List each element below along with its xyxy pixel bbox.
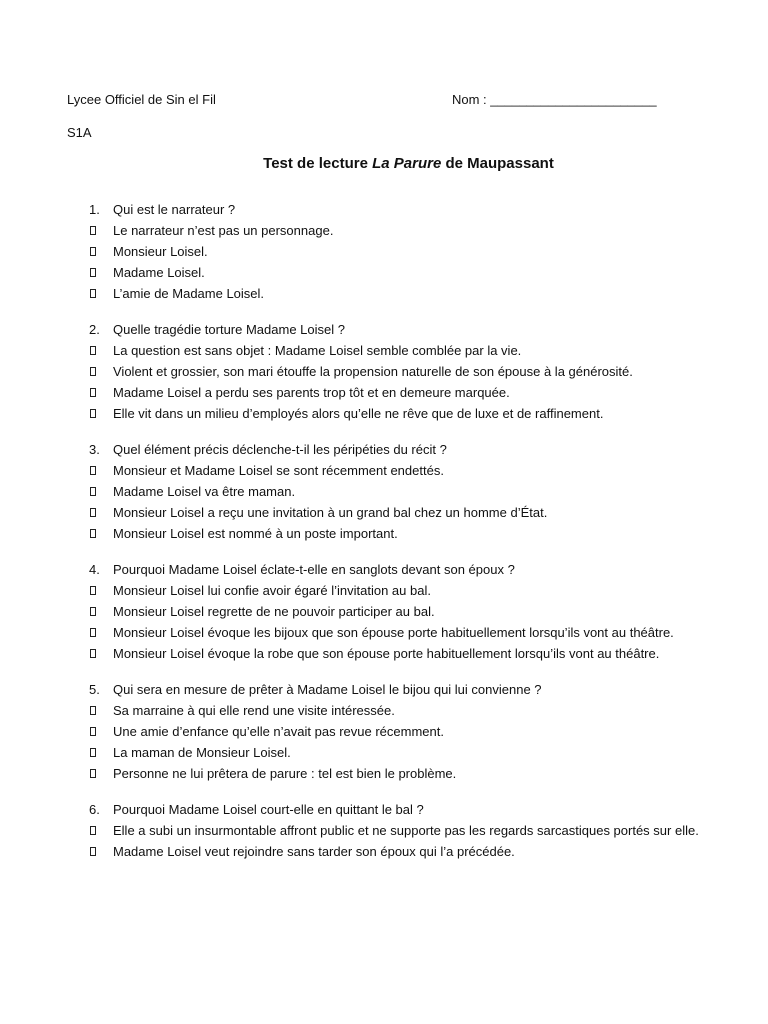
answer-option [89,580,719,601]
question-text: Pourquoi Madame Loisel éclate-t-elle en sanglots devant son époux ? [113,562,515,577]
question-block [89,799,719,862]
checkbox-icon[interactable] [89,361,113,382]
question-block [89,559,719,664]
answer-option [89,340,719,361]
answer-option [89,742,719,763]
question-line [89,559,719,580]
checkbox-icon[interactable] [89,721,113,742]
title-work: La Parure [372,155,442,172]
checkbox-icon[interactable] [89,340,113,361]
question-line [89,679,719,700]
checkbox-icon[interactable] [89,622,113,643]
answer-option [89,622,719,643]
answer-option [89,601,719,622]
answer-option-text: Monsieur Loisel regrette de ne pouvoir participer au bal. [113,604,435,619]
checkbox-icon[interactable] [89,742,113,763]
question-block [89,319,719,424]
checkbox-icon[interactable] [89,481,113,502]
answer-option [89,283,719,304]
question-text: Qui sera en mesure de prêter à Madame Loisel le bijou qui lui convienne ? [113,682,542,697]
answer-option [89,502,719,523]
name-field-label: Nom : _______________________ [452,92,657,107]
answer-option [89,721,719,742]
answer-option-text: Madame Loisel a perdu ses parents trop tôt et en demeure marquée. [113,385,510,400]
answer-option [89,220,719,241]
class-code: S1A [67,125,92,140]
answer-option-text: Elle a subi un insurmontable affront public et ne supporte pas les regards sarcastiques portés sur elle. [113,823,699,838]
answer-option-text: La maman de Monsieur Loisel. [113,745,291,760]
checkbox-icon[interactable] [89,763,113,784]
question-line [89,799,719,820]
answer-option [89,403,719,424]
checkbox-icon[interactable] [89,643,113,664]
checkbox-icon[interactable] [89,700,113,721]
checkbox-icon[interactable] [89,382,113,403]
question-block [89,439,719,544]
answer-option [89,841,719,862]
answer-option [89,700,719,721]
answer-option-text: Monsieur Loisel lui confie avoir égaré l’invitation au bal. [113,583,431,598]
answer-option-text: Monsieur Loisel évoque la robe que son épouse porte habituellement lorsqu’ils vont au théâtre. [113,646,660,661]
question-text: Quelle tragédie torture Madame Loisel ? [113,322,345,337]
checkbox-icon[interactable] [89,220,113,241]
question-block [89,199,719,304]
answer-option [89,763,719,784]
question-number: 1. [89,202,100,217]
answer-option-text: La question est sans objet : Madame Loisel semble comblée par la vie. [113,343,522,358]
checkbox-icon[interactable] [89,262,113,283]
checkbox-icon[interactable] [89,283,113,304]
checkbox-icon[interactable] [89,502,113,523]
answer-option [89,262,719,283]
question-number: 3. [89,442,100,457]
answer-option-text: Monsieur et Madame Loisel se sont récemment endettés. [113,463,444,478]
title-suffix: de Maupassant [441,155,554,172]
quiz-questions [89,199,719,877]
question-number: 4. [89,562,100,577]
checkbox-icon[interactable] [89,460,113,481]
checkbox-icon[interactable] [89,841,113,862]
answer-option-text: Monsieur Loisel a reçu une invitation à un grand bal chez un homme d’État. [113,505,548,520]
question-block [89,679,719,784]
title-prefix: Test de lecture [263,155,373,172]
question-line [89,199,719,220]
answer-option-text: Monsieur Loisel. [113,244,208,259]
page-title [0,155,768,172]
answer-option-text: Madame Loisel va être maman. [113,484,296,499]
question-text: Quel élément précis déclenche-t-il les péripéties du récit ? [113,442,447,457]
answer-option [89,820,719,841]
checkbox-icon[interactable] [89,403,113,424]
answer-option [89,460,719,481]
checkbox-icon[interactable] [89,820,113,841]
question-number: 2. [89,322,100,337]
answer-option-text: L’amie de Madame Loisel. [113,286,265,301]
answer-option-text: Monsieur Loisel est nommé à un poste important. [113,526,398,541]
question-text: Qui est le narrateur ? [113,202,236,217]
answer-option-text: Une amie d’enfance qu’elle n’avait pas revue récemment. [113,724,444,739]
question-number: 6. [89,802,100,817]
school-name: Lycee Officiel de Sin el Fil [67,92,216,107]
answer-option-text: Le narrateur n’est pas un personnage. [113,223,334,238]
question-number: 5. [89,682,100,697]
answer-option [89,643,719,664]
checkbox-icon[interactable] [89,241,113,262]
answer-option [89,361,719,382]
answer-option-text: Monsieur Loisel évoque les bijoux que son épouse porte habituellement lorsqu’ils vont au théâtre. [113,625,674,640]
answer-option-text: Sa marraine à qui elle rend une visite intéressée. [113,703,395,718]
answer-option-text: Madame Loisel. [113,265,205,280]
answer-option [89,382,719,403]
question-line [89,319,719,340]
checkbox-icon[interactable] [89,523,113,544]
answer-option-text: Violent et grossier, son mari étouffe la propension naturelle de son épouse à la générosité. [113,364,633,379]
checkbox-icon[interactable] [89,601,113,622]
answer-option-text: Madame Loisel veut rejoindre sans tarder son époux qui l’a précédée. [113,844,515,859]
answer-option [89,241,719,262]
answer-option [89,523,719,544]
answer-option-text: Elle vit dans un milieu d’employés alors qu’elle ne rêve que de luxe et de raffinement. [113,406,604,421]
answer-option [89,481,719,502]
question-text: Pourquoi Madame Loisel court-elle en quittant le bal ? [113,802,424,817]
question-line [89,439,719,460]
answer-option-text: Personne ne lui prêtera de parure : tel est bien le problème. [113,766,457,781]
checkbox-icon[interactable] [89,580,113,601]
